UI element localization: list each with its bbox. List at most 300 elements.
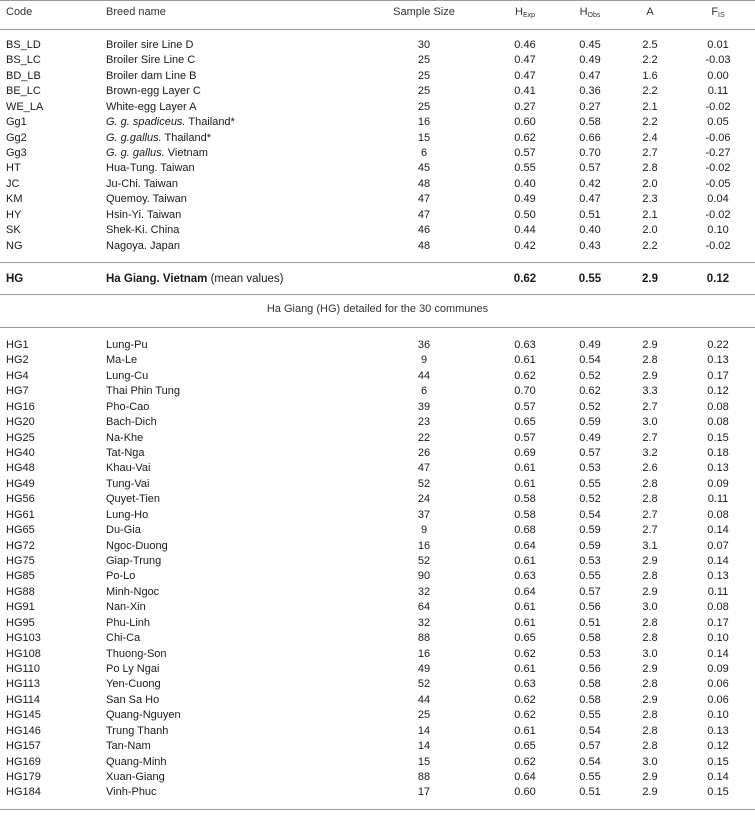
row-h-obs: 0.27 xyxy=(579,100,601,113)
row-fis: 0.15 xyxy=(707,431,729,444)
row-h-obs: 0.49 xyxy=(579,54,601,67)
row-name: G. g. spadiceus. Thailand* xyxy=(106,116,235,129)
table-row xyxy=(0,539,755,554)
row-name: Xuan-Giang xyxy=(106,771,165,784)
table-row xyxy=(0,415,755,430)
table-row xyxy=(0,431,755,446)
row-h-exp: 0.41 xyxy=(514,85,536,98)
row-h-obs: 0.58 xyxy=(579,693,601,706)
row-name: Ma-Le xyxy=(106,354,138,367)
row-h-exp: 0.58 xyxy=(514,508,536,521)
summary-h-obs: 0.55 xyxy=(578,273,602,285)
table-row xyxy=(0,38,755,53)
table-row xyxy=(0,369,755,384)
row-a: 2.6 xyxy=(642,462,658,475)
row-code: Gg2 xyxy=(6,131,27,144)
row-h-exp: 0.62 xyxy=(514,755,536,768)
row-h-exp: 0.61 xyxy=(514,477,536,490)
table-row xyxy=(0,569,755,584)
summary-top-rule xyxy=(0,262,755,263)
table-row xyxy=(0,600,755,615)
row-code: HG40 xyxy=(6,447,35,459)
header-h-exp: $H_{Exp}$ xyxy=(514,6,535,19)
row-sample-size: 6 xyxy=(420,147,428,159)
row-h-exp: 0.40 xyxy=(514,177,536,190)
row-h-obs: 0.40 xyxy=(579,224,601,237)
table-row xyxy=(0,724,755,739)
table-row xyxy=(0,523,755,538)
row-h-exp: 0.61 xyxy=(514,462,536,475)
row-fis: 0.06 xyxy=(707,678,729,691)
row-h-obs: 0.55 xyxy=(579,570,601,583)
row-fis: 0.11 xyxy=(707,85,729,98)
row-h-obs: 0.49 xyxy=(579,431,601,444)
row-fis: 0.11 xyxy=(707,493,729,506)
table-row xyxy=(0,677,755,692)
row-name: Lung-Ho xyxy=(106,508,149,521)
table-row xyxy=(0,53,755,68)
row-h-exp: 0.69 xyxy=(514,447,536,459)
row-code: Gg1 xyxy=(6,116,27,129)
row-sample-size: 14 xyxy=(417,740,431,753)
row-name: Quang-Nguyen xyxy=(106,709,181,722)
row-a: 2.8 xyxy=(642,740,658,753)
row-fis: 0.12 xyxy=(707,385,729,398)
row-a: 2.8 xyxy=(642,724,658,737)
row-a: 2.2 xyxy=(642,85,658,98)
table-row xyxy=(0,131,755,146)
table-row xyxy=(0,492,755,507)
row-name: Tung-Vai xyxy=(106,477,150,490)
row-h-obs: 0.42 xyxy=(579,177,601,190)
row-code: HG49 xyxy=(6,477,35,490)
row-name: Du-Gia xyxy=(106,524,141,537)
row-sample-size: 14 xyxy=(417,724,431,737)
row-name: Phu-Linh xyxy=(106,616,151,629)
row-name: Quyet-Tien xyxy=(106,493,161,506)
row-name: Nan-Xin xyxy=(106,601,146,614)
row-h-exp: 0.65 xyxy=(514,632,536,645)
row-h-exp: 0.62 xyxy=(514,709,536,722)
table-row xyxy=(0,554,755,569)
row-code: KM xyxy=(6,193,23,206)
row-h-obs: 0.53 xyxy=(579,647,601,660)
row-fis: 0.13 xyxy=(707,462,729,475)
section-caption: Ha Giang (HG) detailed for the 30 communes xyxy=(266,303,489,315)
row-a: 3.2 xyxy=(642,447,658,459)
row-fis: 0.08 xyxy=(707,508,729,521)
row-name: Ju-Chi. Taiwan xyxy=(106,177,178,190)
row-a: 3.0 xyxy=(642,416,658,429)
row-h-obs: 0.62 xyxy=(579,385,601,398)
row-sample-size: 47 xyxy=(417,208,431,221)
row-code: HG157 xyxy=(6,740,41,753)
row-a: 3.1 xyxy=(642,539,658,552)
row-a: 2.9 xyxy=(642,786,658,799)
row-name: Broiler dam Line B xyxy=(106,69,197,82)
row-name: Vinh-Phuc xyxy=(106,786,157,799)
row-a: 3.0 xyxy=(642,755,658,768)
table-row xyxy=(0,84,755,99)
table-row xyxy=(0,239,755,254)
row-sample-size: 36 xyxy=(417,339,431,351)
table-row xyxy=(0,739,755,754)
row-name: Ngoc-Duong xyxy=(106,539,168,552)
row-fis: 0.15 xyxy=(707,755,729,768)
row-a: 3.0 xyxy=(642,647,658,660)
row-fis: -0.06 xyxy=(705,131,731,144)
row-h-exp: 0.44 xyxy=(514,224,536,237)
row-h-obs: 0.53 xyxy=(579,462,601,475)
row-code: HT xyxy=(6,162,21,175)
row-name: Nagoya. Japan xyxy=(106,239,180,252)
row-a: 2.9 xyxy=(642,771,658,784)
row-h-exp: 0.42 xyxy=(514,239,536,252)
row-sample-size: 48 xyxy=(417,239,431,252)
row-name: Bach-Dich xyxy=(106,416,157,429)
row-h-exp: 0.70 xyxy=(514,385,536,398)
table-row xyxy=(0,461,755,476)
row-h-obs: 0.52 xyxy=(579,493,601,506)
row-h-obs: 0.53 xyxy=(579,555,601,568)
summary-code: HG xyxy=(6,273,24,285)
row-a: 2.2 xyxy=(642,239,658,252)
row-sample-size: 30 xyxy=(417,39,431,51)
row-h-obs: 0.54 xyxy=(579,508,601,521)
row-sample-size: 25 xyxy=(417,709,431,722)
row-fis: 0.08 xyxy=(707,601,729,614)
row-h-exp: 0.58 xyxy=(514,493,536,506)
row-h-exp: 0.63 xyxy=(514,339,536,351)
table-row xyxy=(0,192,755,207)
row-h-obs: 0.58 xyxy=(579,678,601,691)
row-code: HG108 xyxy=(6,647,41,660)
header-code: Code xyxy=(6,6,33,18)
row-sample-size: 52 xyxy=(417,678,431,691)
row-a: 2.7 xyxy=(642,400,658,413)
row-h-obs: 0.55 xyxy=(579,477,601,490)
row-code: HG95 xyxy=(6,616,35,629)
row-h-obs: 0.57 xyxy=(579,740,601,753)
row-fis: -0.02 xyxy=(705,100,731,113)
row-name: Khau-Vai xyxy=(106,462,151,475)
row-code: HG1 xyxy=(6,339,29,351)
table-row xyxy=(0,631,755,646)
row-a: 2.3 xyxy=(642,193,658,206)
row-sample-size: 64 xyxy=(417,601,431,614)
row-name: Hua-Tung. Taiwan xyxy=(106,162,195,175)
row-sample-size: 46 xyxy=(417,224,431,237)
row-fis: -0.02 xyxy=(705,162,731,175)
row-fis: 0.06 xyxy=(707,693,729,706)
row-h-obs: 0.59 xyxy=(579,416,601,429)
summary-name: Ha Giang. Vietnam (mean values) xyxy=(106,273,284,285)
row-code: HG110 xyxy=(6,663,41,676)
row-code: WE_LA xyxy=(6,100,44,113)
row-h-obs: 0.56 xyxy=(579,601,601,614)
row-h-obs: 0.45 xyxy=(579,39,601,51)
row-fis: 0.15 xyxy=(707,786,729,799)
row-h-exp: 0.60 xyxy=(514,786,536,799)
row-h-exp: 0.68 xyxy=(514,524,536,537)
row-code: HG2 xyxy=(6,354,29,367)
header-fis: $F_{IS}$ xyxy=(711,6,725,19)
row-sample-size: 44 xyxy=(417,369,431,382)
row-name: Chi-Ca xyxy=(106,632,141,645)
row-code: HG145 xyxy=(6,709,41,722)
row-fis: 0.13 xyxy=(707,570,729,583)
row-code: HG88 xyxy=(6,585,35,598)
row-h-obs: 0.54 xyxy=(579,755,601,768)
row-fis: 0.07 xyxy=(707,539,729,552)
row-name: Giap-Trung xyxy=(106,555,162,568)
row-name: Lung-Pu xyxy=(106,339,148,351)
row-h-exp: 0.27 xyxy=(514,100,536,113)
row-code: BD_LB xyxy=(6,69,41,82)
row-a: 2.8 xyxy=(642,477,658,490)
row-h-exp: 0.61 xyxy=(514,354,536,367)
row-a: 3.0 xyxy=(642,601,658,614)
row-name: G. g.gallus. Thailand* xyxy=(106,131,211,144)
row-fis: 0.09 xyxy=(707,663,729,676)
row-fis: 0.14 xyxy=(707,555,729,568)
row-code: BS_LC xyxy=(6,54,41,67)
row-a: 2.8 xyxy=(642,162,658,175)
row-h-obs: 0.57 xyxy=(579,162,601,175)
row-fis: 0.17 xyxy=(707,616,729,629)
row-h-exp: 0.65 xyxy=(514,416,536,429)
row-h-exp: 0.61 xyxy=(514,555,536,568)
row-fis: 0.05 xyxy=(707,116,729,129)
row-fis: 0.00 xyxy=(707,69,729,82)
row-fis: 0.01 xyxy=(707,39,729,51)
row-sample-size: 37 xyxy=(417,508,431,521)
row-name: Quemoy. Taiwan xyxy=(106,193,187,206)
table-row xyxy=(0,353,755,368)
row-a: 2.7 xyxy=(642,147,658,159)
row-fis: 0.14 xyxy=(707,524,729,537)
row-h-obs: 0.66 xyxy=(579,131,601,144)
row-sample-size: 48 xyxy=(417,177,431,190)
table-row xyxy=(0,115,755,130)
row-sample-size: 26 xyxy=(417,447,431,459)
row-h-obs: 0.58 xyxy=(579,116,601,129)
table-row xyxy=(0,508,755,523)
row-code: HG114 xyxy=(6,693,41,706)
row-a: 2.8 xyxy=(642,678,658,691)
row-code: HG61 xyxy=(6,508,35,521)
row-code: HG7 xyxy=(6,385,29,398)
row-fis: 0.13 xyxy=(707,354,729,367)
row-fis: 0.09 xyxy=(707,477,729,490)
row-fis: -0.02 xyxy=(705,208,731,221)
row-a: 2.0 xyxy=(642,177,658,190)
row-h-exp: 0.57 xyxy=(514,147,536,159)
row-sample-size: 16 xyxy=(417,539,431,552)
table-row xyxy=(0,338,755,353)
row-fis: 0.08 xyxy=(707,416,729,429)
row-sample-size: 49 xyxy=(417,663,431,676)
row-a: 2.8 xyxy=(642,709,658,722)
row-name: Thuong-Son xyxy=(106,647,167,660)
row-sample-size: 17 xyxy=(417,786,431,799)
row-h-exp: 0.60 xyxy=(514,116,536,129)
row-h-exp: 0.63 xyxy=(514,678,536,691)
row-code: HG75 xyxy=(6,555,35,568)
row-sample-size: 9 xyxy=(420,354,428,367)
row-name: Broiler Sire Line C xyxy=(106,54,196,67)
row-name: Shek-Ki. China xyxy=(106,224,180,237)
row-fis: 0.10 xyxy=(707,632,729,645)
row-code: HG184 xyxy=(6,786,41,799)
row-a: 2.4 xyxy=(642,131,658,144)
row-name: Brown-egg Layer C xyxy=(106,85,201,98)
row-h-exp: 0.62 xyxy=(514,369,536,382)
row-fis: 0.18 xyxy=(707,447,729,459)
row-sample-size: 6 xyxy=(420,385,428,398)
row-a: 2.7 xyxy=(642,508,658,521)
row-h-obs: 0.54 xyxy=(579,354,601,367)
row-h-exp: 0.64 xyxy=(514,771,536,784)
row-code: HG113 xyxy=(6,678,41,691)
row-a: 2.8 xyxy=(642,632,658,645)
row-h-exp: 0.65 xyxy=(514,740,536,753)
row-h-exp: 0.55 xyxy=(514,162,536,175)
header-a: A xyxy=(646,6,654,18)
table-row xyxy=(0,384,755,399)
row-h-exp: 0.50 xyxy=(514,208,536,221)
table-row xyxy=(0,616,755,631)
row-sample-size: 47 xyxy=(417,462,431,475)
row-name: Na-Khe xyxy=(106,431,144,444)
caption-bottom-rule xyxy=(0,327,755,328)
row-h-exp: 0.57 xyxy=(514,431,536,444)
row-h-obs: 0.36 xyxy=(579,85,601,98)
row-code: SK xyxy=(6,224,21,237)
row-fis: 0.13 xyxy=(707,724,729,737)
row-h-exp: 0.61 xyxy=(514,663,536,676)
row-sample-size: 15 xyxy=(417,755,431,768)
row-sample-size: 16 xyxy=(417,647,431,660)
row-code: HY xyxy=(6,208,22,221)
row-sample-size: 9 xyxy=(420,524,428,537)
row-code: HG4 xyxy=(6,369,29,382)
row-code: HG72 xyxy=(6,539,35,552)
row-sample-size: 16 xyxy=(417,116,431,129)
summary-a: 2.9 xyxy=(642,273,658,285)
row-name: Pho-Cao xyxy=(106,400,150,413)
row-h-obs: 0.54 xyxy=(579,724,601,737)
row-h-obs: 0.56 xyxy=(579,663,601,676)
row-sample-size: 25 xyxy=(417,69,431,82)
row-sample-size: 25 xyxy=(417,85,431,98)
row-h-obs: 0.51 xyxy=(579,786,601,799)
table-row xyxy=(0,785,755,800)
row-name: Tat-Nga xyxy=(106,447,145,459)
row-name: Po-Lo xyxy=(106,570,136,583)
row-a: 2.9 xyxy=(642,369,658,382)
row-h-exp: 0.62 xyxy=(514,693,536,706)
row-h-obs: 0.52 xyxy=(579,369,601,382)
row-sample-size: 24 xyxy=(417,493,431,506)
table-row xyxy=(0,662,755,677)
table-row xyxy=(0,755,755,770)
row-h-obs: 0.70 xyxy=(579,147,601,159)
row-h-obs: 0.59 xyxy=(579,539,601,552)
row-name: White-egg Layer A xyxy=(106,100,197,113)
row-name: Thai Phin Tung xyxy=(106,385,180,398)
row-a: 2.8 xyxy=(642,616,658,629)
row-name: Hsin-Yi. Taiwan xyxy=(106,208,182,221)
row-a: 2.1 xyxy=(642,100,658,113)
table-row xyxy=(0,446,755,461)
row-h-obs: 0.51 xyxy=(579,208,601,221)
table-header xyxy=(0,5,755,20)
row-name: Minh-Ngoc xyxy=(106,585,160,598)
row-h-exp: 0.64 xyxy=(514,585,536,598)
row-code: HG103 xyxy=(6,632,41,645)
row-name: San Sa Ho xyxy=(106,693,160,706)
row-sample-size: 45 xyxy=(417,162,431,175)
row-sample-size: 52 xyxy=(417,555,431,568)
row-a: 2.7 xyxy=(642,431,658,444)
row-fis: 0.17 xyxy=(707,369,729,382)
row-sample-size: 88 xyxy=(417,632,431,645)
row-code: HG56 xyxy=(6,493,35,506)
row-name: Po Ly Ngai xyxy=(106,663,160,676)
header-rule xyxy=(0,29,755,30)
row-fis: 0.04 xyxy=(707,193,729,206)
header-sample-size: Sample Size xyxy=(393,6,455,18)
row-sample-size: 32 xyxy=(417,585,431,598)
row-fis: 0.08 xyxy=(707,400,729,413)
row-h-exp: 0.47 xyxy=(514,54,536,67)
row-a: 2.5 xyxy=(642,39,658,51)
row-fis: 0.14 xyxy=(707,771,729,784)
row-h-exp: 0.64 xyxy=(514,539,536,552)
header-h-obs: $H_{Obs}$ xyxy=(579,6,601,19)
row-h-exp: 0.62 xyxy=(514,647,536,660)
row-sample-size: 44 xyxy=(417,693,431,706)
row-h-exp: 0.62 xyxy=(514,131,536,144)
row-h-obs: 0.47 xyxy=(579,69,601,82)
row-fis: 0.22 xyxy=(707,339,729,351)
row-h-exp: 0.61 xyxy=(514,724,536,737)
row-h-obs: 0.57 xyxy=(579,447,601,459)
row-h-obs: 0.49 xyxy=(579,339,601,351)
row-h-exp: 0.47 xyxy=(514,69,536,82)
row-sample-size: 52 xyxy=(417,477,431,490)
summary-h-exp: 0.62 xyxy=(513,273,537,285)
row-h-obs: 0.51 xyxy=(579,616,601,629)
row-a: 2.9 xyxy=(642,555,658,568)
row-fis: -0.02 xyxy=(705,239,731,252)
row-a: 2.2 xyxy=(642,54,658,67)
table-row xyxy=(0,223,755,238)
row-a: 2.7 xyxy=(642,524,658,537)
table-row xyxy=(0,477,755,492)
row-code: HG48 xyxy=(6,462,35,475)
row-sample-size: 25 xyxy=(417,100,431,113)
row-sample-size: 15 xyxy=(417,131,431,144)
row-a: 2.8 xyxy=(642,354,658,367)
row-sample-size: 22 xyxy=(417,431,431,444)
row-h-exp: 0.57 xyxy=(514,400,536,413)
row-sample-size: 39 xyxy=(417,400,431,413)
row-code: NG xyxy=(6,239,23,252)
row-fis: 0.10 xyxy=(707,224,729,237)
table-row xyxy=(0,208,755,223)
